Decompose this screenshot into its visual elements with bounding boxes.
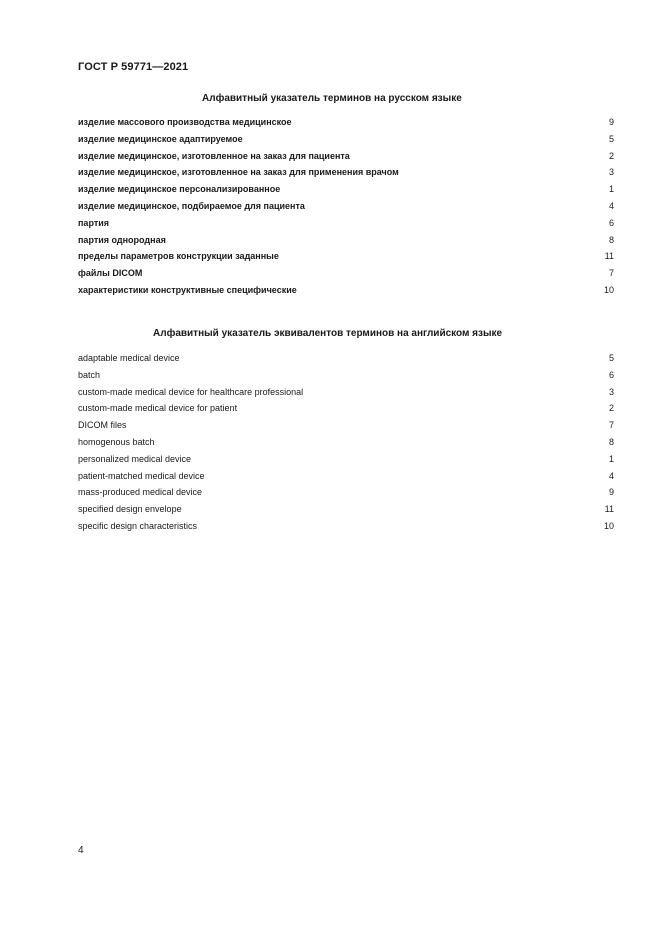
index-ref: 3 [608,386,614,397]
index-term: specific design characteristics [78,520,198,531]
index-entry [78,403,614,420]
index-term: изделие медицинское персонализированное [78,184,281,195]
index-ref: 6 [608,217,614,228]
index-entry [78,117,614,134]
index-ref: 9 [608,117,614,127]
page-number: 4 [78,845,84,856]
index-term: patient-matched medical device [78,470,205,481]
index-ref: 4 [608,470,614,481]
index-term: DICOM files [78,420,127,431]
index-entry [78,504,614,521]
index-entry [78,134,614,151]
index-entry [78,201,614,218]
index-ref: 10 [603,520,614,531]
english-index-list [78,353,614,538]
index-entry [78,454,614,471]
index-term: изделие медицинское, изготовленное на заказ для применения врачом [78,167,399,178]
index-entry [78,521,614,538]
index-ref: 10 [603,284,614,295]
index-ref: 2 [608,403,614,414]
index-entry [78,285,614,302]
index-term: personalized medical device [78,453,192,464]
index-ref: 2 [608,150,614,161]
index-term: mass-produced medical device [78,487,203,498]
index-ref: 11 [604,251,614,262]
index-term: файлы DICOM [78,268,143,279]
index-term: homogenous batch [78,436,155,447]
index-term: изделие медицинское, изготовленное на заказ для пациента [78,150,350,161]
index-entry [78,235,614,252]
index-entry [78,420,614,437]
index-term: изделие медицинское адаптируемое [78,133,243,144]
index-ref: 11 [604,504,614,515]
index-ref: 5 [608,133,614,144]
index-term: характеристики конструктивные специфические [78,284,297,295]
index-term: custom-made medical device for patient [78,403,238,414]
index-entry [78,184,614,201]
index-entry [78,370,614,387]
index-entry [78,218,614,235]
index-ref: 7 [608,268,614,279]
index-ref: 8 [608,234,614,245]
index-entry [78,437,614,454]
index-entry [78,268,614,285]
english-index-title: Алфавитный указатель эквивалентов терминов на английском языке [153,328,503,339]
index-term: изделие массового производства медицинское [78,117,292,127]
index-ref: 9 [608,487,614,498]
index-ref: 1 [608,184,614,195]
index-term: specified design envelope [78,504,182,515]
index-ref: 1 [608,453,614,464]
index-entry [78,471,614,488]
index-term: adaptable medical device [78,353,180,363]
index-term: партия [78,217,110,228]
russian-index-title: Алфавитный указатель терминов на русском языке [202,93,462,104]
index-entry [78,167,614,184]
index-ref: 8 [608,436,614,447]
index-ref: 5 [608,353,614,363]
index-term: партия однородная [78,234,166,245]
index-ref: 7 [608,420,614,431]
index-entry [78,353,614,370]
index-term: batch [78,369,101,380]
index-ref: 6 [608,369,614,380]
index-ref: 3 [608,167,614,178]
index-entry [78,487,614,504]
index-entry [78,151,614,168]
index-entry [78,387,614,404]
index-ref: 4 [608,200,614,211]
russian-index-list [78,117,614,302]
index-term: изделие медицинское, подбираемое для пациента [78,200,305,211]
index-term: custom-made medical device for healthcare professional [78,386,304,397]
document-code: ГОСТ Р 59771—2021 [78,61,189,73]
index-entry [78,251,614,268]
index-term: пределы параметров конструкции заданные [78,251,279,262]
